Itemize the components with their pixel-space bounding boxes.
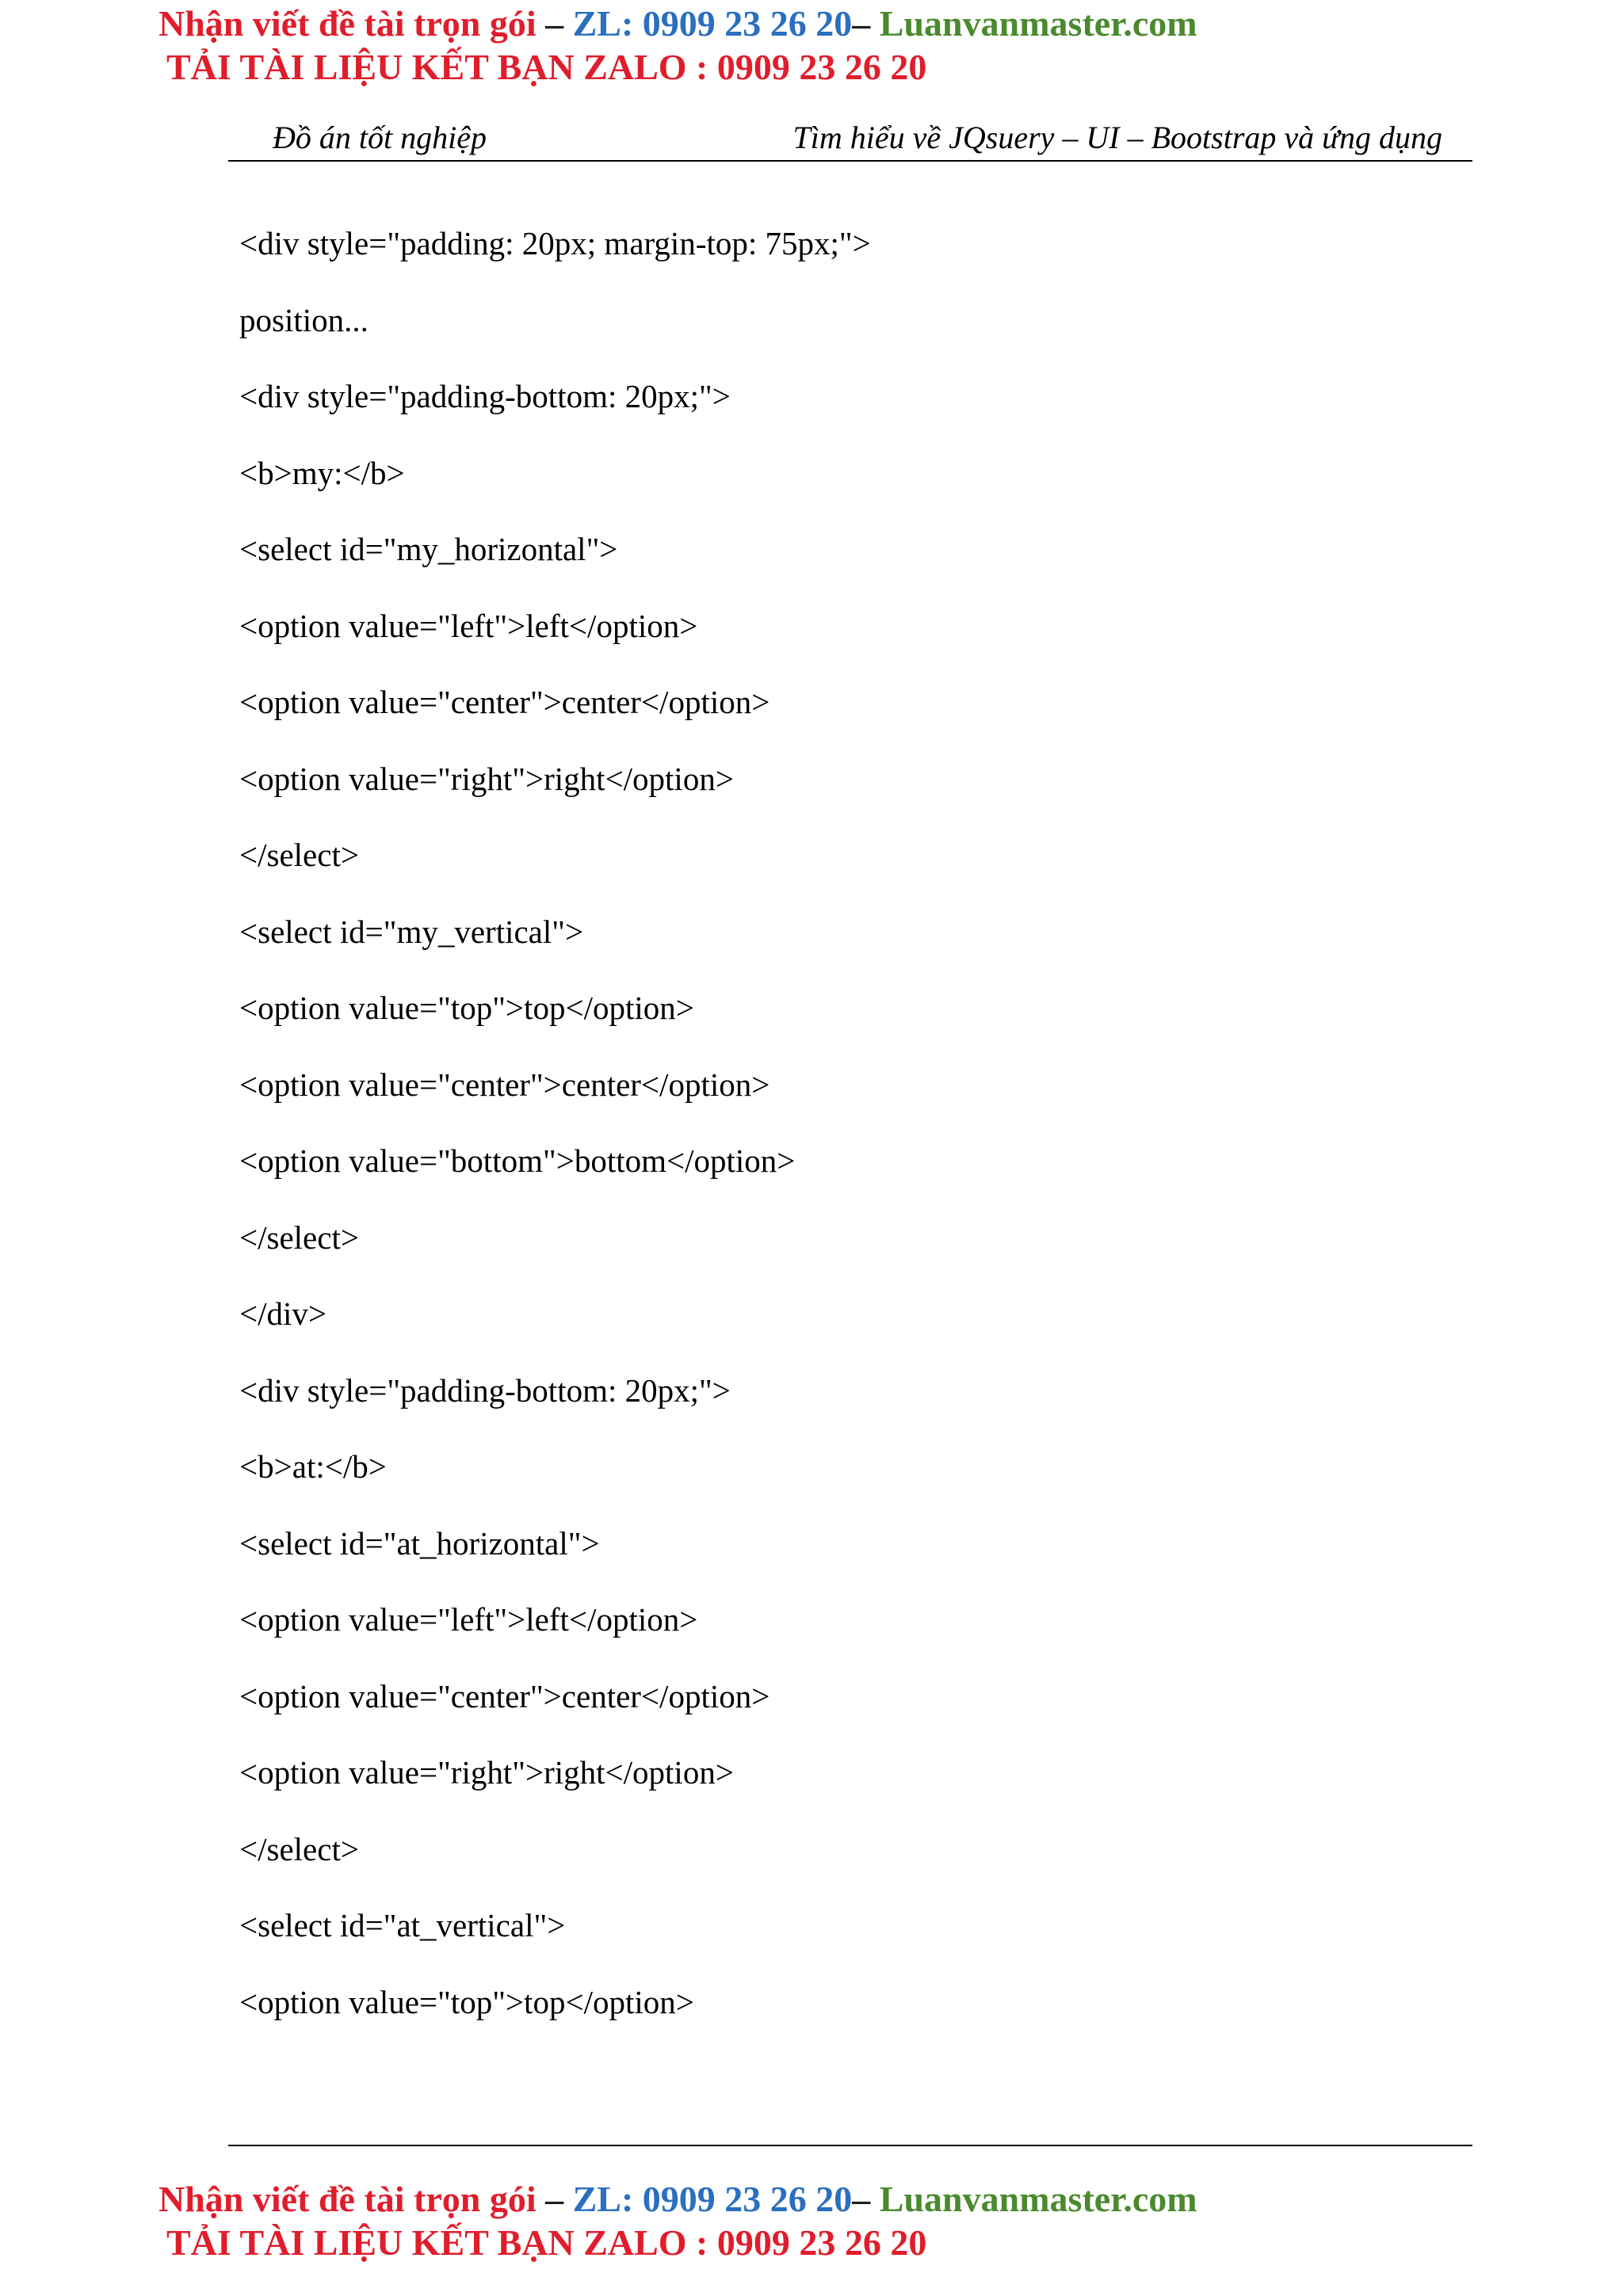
code-line: </select> [239,1830,359,1867]
code-listing [239,223,1460,2058]
banner-separator: – [536,3,573,44]
bottom-banner-line2: TẢI TÀI LIỆU KẾT BẠN ZALO : 0909 23 26 20 [166,2222,927,2263]
code-line: <option value="center">center</option> [239,684,770,720]
code-line: <option value="right">right</option> [239,760,734,797]
code-line: <option value="left">left</option> [239,607,698,644]
code-line: <option value="center">center</option> [239,1677,770,1714]
banner-service-text: Nhận viết đề tài trọn gói [158,2179,537,2219]
code-line: <div style="padding-bottom: 20px;"> [239,1371,731,1409]
header-left-title: Đồ án tốt nghiệp [273,120,487,155]
code-line: </div> [239,1295,327,1332]
footer-rule [228,2145,1472,2146]
banner-zalo-number: ZL: 0909 23 26 20 [572,2179,853,2219]
code-line: </select> [239,837,359,873]
code-line: <select id="my_horizontal"> [239,531,618,567]
code-line: position... [239,301,369,338]
code-line: <div style="padding: 20px; margin-top: 75px;"> [239,225,871,261]
banner-service-text: Nhận viết đề tài trọn gói [158,3,537,44]
code-line: <option value="top">top</option> [239,1983,694,2020]
top-banner-line2: TẢI TÀI LIỆU KẾT BẠN ZALO : 0909 23 26 20 [166,47,927,87]
banner-separator: – [852,2179,880,2219]
code-line: <b>my:</b> [239,454,405,491]
top-banner [0,2,1623,89]
code-line: </select> [239,1219,359,1256]
code-line: <option value="center">center</option> [239,1066,770,1103]
code-line: <select id="my_vertical"> [239,913,584,950]
bottom-banner [0,2177,1623,2264]
banner-website: Luanvanmaster.com [879,3,1197,44]
code-line: <option value="right">right</option> [239,1754,734,1791]
bottom-banner-line1 [0,2177,1623,2221]
code-line: <b>at:</b> [239,1448,387,1485]
code-line: <option value="left">left</option> [239,1601,698,1638]
banner-separator: – [536,2179,573,2219]
code-line: <option value="bottom">bottom</option> [239,1142,796,1179]
code-line: <select id="at_horizontal"> [239,1524,600,1562]
code-line: <div style="padding-bottom: 20px;"> [239,378,731,414]
top-banner-line1 [0,2,1623,45]
code-line: <option value="top">top</option> [239,990,694,1026]
code-line: <select id="at_vertical"> [239,1907,566,1943]
banner-separator: – [852,3,880,44]
header-right-title: Tìm hiểu về JQsuery – UI – Bootstrap và ứng dụng [792,120,1442,155]
banner-website: Luanvanmaster.com [879,2179,1197,2219]
banner-zalo-number: ZL: 0909 23 26 20 [572,3,853,44]
page-header [228,116,1472,162]
